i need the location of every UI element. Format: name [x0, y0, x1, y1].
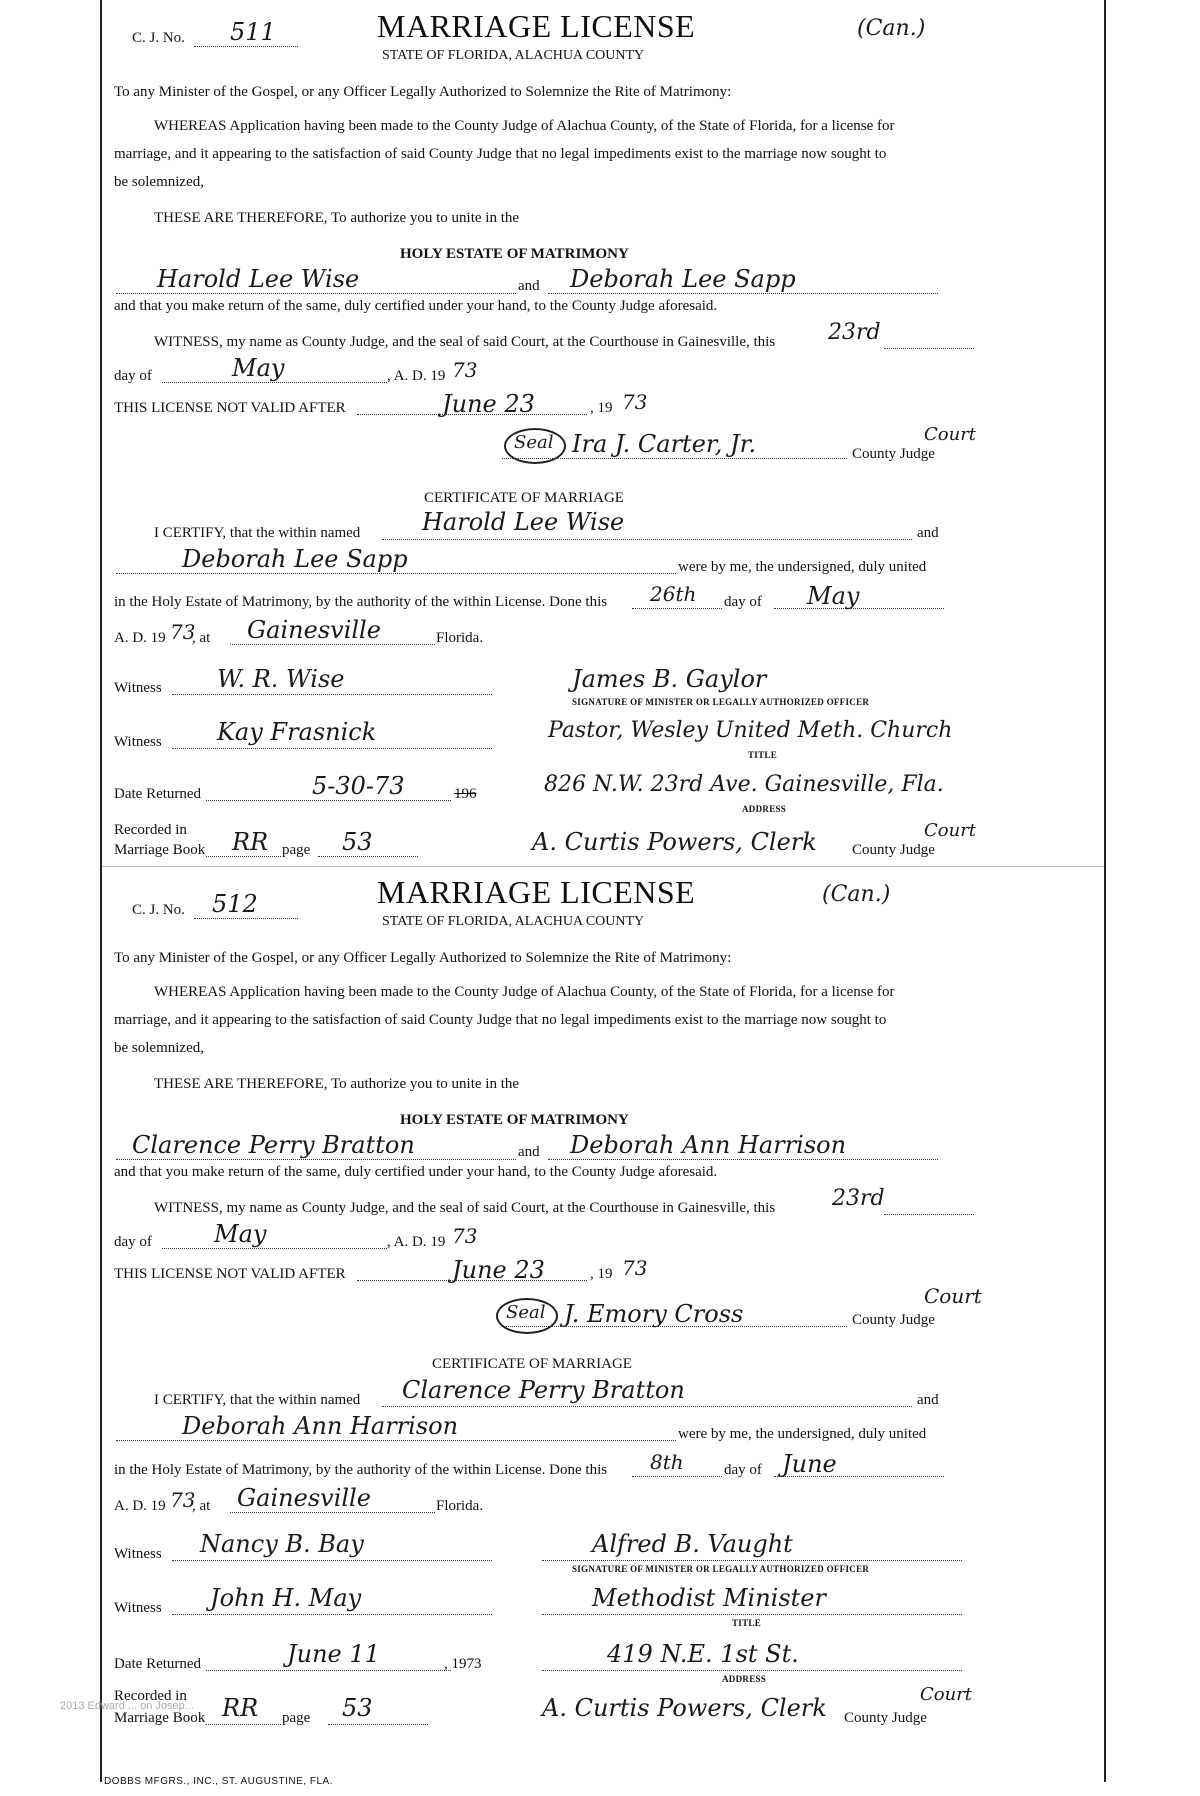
witness-2-signature: Kay Frasnick	[217, 718, 377, 746]
bride-name: Deborah Ann Harrison	[570, 1131, 847, 1159]
day-of-label: day of	[114, 1234, 152, 1250]
seal-mark: Seal	[504, 428, 566, 464]
officer-address: 419 N.E. 1st St.	[607, 1640, 799, 1668]
page-label: page	[282, 1710, 311, 1726]
not-valid-label: THIS LICENSE NOT VALID AFTER	[114, 400, 346, 416]
witness-2-signature: John H. May	[210, 1584, 362, 1612]
cj-number: 511	[230, 18, 276, 46]
witness-1-label: Witness	[114, 680, 162, 696]
county-judge-label: County Judge	[852, 446, 935, 462]
address-caption: ADDRESS	[742, 804, 787, 814]
issue-day: 23rd	[832, 1186, 885, 1211]
done-day-of: day of	[724, 1462, 762, 1478]
expiry-year-label: , 19	[590, 400, 613, 416]
officer-title: Pastor, Wesley United Meth. Church	[548, 718, 953, 743]
to-line: To any Minister of the Gospel, or any Officer Legally Authorized to Solemnize the Rite of Matrimony:	[114, 84, 732, 100]
cert-and: and	[917, 1392, 939, 1408]
place: Gainesville	[237, 1484, 371, 1512]
united-label: were by me, the undersigned, duly united	[678, 1426, 927, 1442]
expiry-year: 73	[622, 1256, 648, 1280]
judge-signature: J. Emory Cross	[564, 1300, 744, 1328]
issue-year: 73	[452, 358, 478, 382]
expiry-year-label: , 19	[590, 1266, 613, 1282]
seal-mark: Seal	[496, 1298, 558, 1334]
clerk-signature: A. Curtis Powers, Clerk	[542, 1694, 827, 1722]
certify-label: I CERTIFY, that the within named	[154, 525, 361, 541]
and-word: and	[518, 278, 540, 294]
witness-line: WITNESS, my name as County Judge, and the seal of said Court, at the Courthouse in Gainesville, this	[154, 1200, 776, 1216]
cert-groom-name: Harold Lee Wise	[422, 508, 625, 536]
officer-signature: Alfred B. Vaught	[592, 1530, 793, 1558]
license-subtitle: STATE OF FLORIDA, ALACHUA COUNTY	[382, 48, 645, 63]
groom-name: Harold Lee Wise	[157, 265, 360, 293]
ad-label: , A. D. 19	[387, 1234, 446, 1250]
done-year: 73	[170, 1488, 196, 1512]
return-line: and that you make return of the same, duly certified under your hand, to the County Judge aforesaid.	[114, 298, 718, 314]
united-label: were by me, the undersigned, duly united	[678, 559, 927, 575]
recorded-label: Recorded in	[114, 822, 187, 838]
book-value: RR	[232, 828, 269, 856]
signature-caption: SIGNATURE OF MINISTER OR LEGALLY AUTHORIZED OFFICER	[572, 1564, 870, 1574]
cj-label: C. J. No.	[132, 30, 185, 46]
judge-correction: Court	[924, 424, 977, 445]
not-valid-label: THIS LICENSE NOT VALID AFTER	[114, 1266, 346, 1282]
page-value: 53	[342, 828, 373, 856]
officer-title: Methodist Minister	[592, 1584, 826, 1612]
marriage-book-label: Marriage Book	[114, 842, 206, 858]
date-returned-label: Date Returned	[114, 786, 202, 802]
officer-address: 826 N.W. 23rd Ave. Gainesville, Fla.	[544, 772, 944, 797]
officer-signature: James B. Gaylor	[572, 665, 767, 693]
holy-estate-line: in the Holy Estate of Matrimony, by the authority of the within License. Done this	[114, 1462, 608, 1478]
title-caption: TITLE	[748, 750, 778, 760]
witness-1-label: Witness	[114, 1546, 162, 1562]
ad-label: , A. D. 19	[387, 368, 446, 384]
clerk-county-label: County Judge	[844, 1710, 927, 1726]
issue-month: May	[214, 1220, 267, 1248]
done-day-of: day of	[724, 594, 762, 610]
certificate-title: CERTIFICATE OF MARRIAGE	[432, 1356, 632, 1372]
groom-name: Clarence Perry Bratton	[132, 1131, 415, 1159]
holy-estate-line: in the Holy Estate of Matrimony, by the authority of the within License. Done this	[114, 594, 608, 610]
signature-caption: SIGNATURE OF MINISTER OR LEGALLY AUTHORIZED OFFICER	[572, 697, 870, 707]
corner-note: (Can.)	[857, 16, 926, 41]
whereas-line-3: be solemnized,	[114, 174, 204, 190]
whereas-line-2: marriage, and it appearing to the satisfaction of said County Judge that no legal impediments exist to the marriage now sought to	[114, 146, 887, 162]
date-returned: 5-30-73	[312, 772, 405, 800]
clerk-correction: Court	[920, 1684, 973, 1705]
to-line: To any Minister of the Gospel, or any Officer Legally Authorized to Solemnize the Rite of Matrimony:	[114, 950, 732, 966]
cert-bride-name: Deborah Lee Sapp	[182, 545, 408, 573]
clerk-correction: Court	[924, 820, 977, 841]
these-are-line: THESE ARE THEREFORE, To authorize you to unite in the	[154, 210, 520, 226]
done-day: 26th	[650, 582, 697, 606]
date-returned-suffix: 196	[454, 786, 477, 802]
marriage-license-512	[102, 868, 1104, 1768]
certify-label: I CERTIFY, that the within named	[154, 1392, 361, 1408]
issue-month: May	[232, 354, 285, 382]
whereas-line-3: be solemnized,	[114, 1040, 204, 1056]
witness-2-label: Witness	[114, 734, 162, 750]
date-returned-label: Date Returned	[114, 1656, 202, 1672]
place: Gainesville	[247, 616, 381, 644]
marriage-book-label: Marriage Book	[114, 1710, 206, 1726]
ad2-label: A. D. 19	[114, 1498, 166, 1514]
these-are-line: THESE ARE THEREFORE, To authorize you to unite in the	[154, 1076, 520, 1092]
license-divider	[102, 866, 1104, 867]
address-caption: ADDRESS	[722, 1674, 767, 1684]
bride-name: Deborah Lee Sapp	[570, 265, 796, 293]
holy-estate-heading: HOLY ESTATE OF MATRIMONY	[400, 246, 629, 262]
license-title: MARRIAGE LICENSE	[377, 8, 696, 44]
florida-label: Florida.	[436, 1498, 484, 1514]
book-value: RR	[222, 1694, 259, 1722]
page-value: 53	[342, 1694, 373, 1722]
title-caption: TITLE	[732, 1618, 762, 1628]
and-word: and	[518, 1144, 540, 1160]
done-day: 8th	[650, 1450, 684, 1474]
certificate-title: CERTIFICATE OF MARRIAGE	[424, 490, 624, 506]
expiry-month-day: June 23	[442, 390, 535, 418]
witness-2-label: Witness	[114, 1600, 162, 1616]
whereas-line-1: WHEREAS Application having been made to the County Judge of Alachua County, of the State of Florida, for a license for	[154, 984, 895, 1000]
witness-line: WITNESS, my name as County Judge, and the seal of said Court, at the Courthouse in Gainesville, this	[154, 334, 776, 350]
clerk-signature: A. Curtis Powers, Clerk	[532, 828, 817, 856]
done-year: 73	[170, 620, 196, 644]
county-judge-label: County Judge	[852, 1312, 935, 1328]
cert-and: and	[917, 525, 939, 541]
corner-note: (Can.)	[822, 882, 891, 907]
cj-label: C. J. No.	[132, 902, 185, 918]
ad2-label: A. D. 19	[114, 630, 166, 646]
done-month: June	[782, 1450, 837, 1478]
recorded-label: Recorded in	[114, 1688, 187, 1704]
expiry-month-day: June 23	[452, 1256, 545, 1284]
document-sheet	[100, 0, 1106, 1782]
license-title: MARRIAGE LICENSE	[377, 874, 696, 910]
watermark: 2013 Edward ... on Josep...	[60, 1700, 194, 1712]
issue-day: 23rd	[828, 320, 881, 345]
issue-year: 73	[452, 1224, 478, 1248]
at-label: , at	[192, 630, 211, 646]
cert-groom-name: Clarence Perry Bratton	[402, 1376, 685, 1404]
cert-bride-name: Deborah Ann Harrison	[182, 1412, 459, 1440]
witness-1-signature: Nancy B. Bay	[200, 1530, 364, 1558]
license-subtitle: STATE OF FLORIDA, ALACHUA COUNTY	[382, 914, 645, 929]
date-returned-suffix: , 1973	[444, 1656, 482, 1672]
whereas-line-1: WHEREAS Application having been made to the County Judge of Alachua County, of the State of Florida, for a license for	[154, 118, 895, 134]
printer-footer: DOBBS MFGRS., INC., ST. AUGUSTINE, FLA.	[104, 1776, 333, 1787]
florida-label: Florida.	[436, 630, 484, 646]
expiry-year: 73	[622, 390, 648, 414]
day-of-label: day of	[114, 368, 152, 384]
whereas-line-2: marriage, and it appearing to the satisfaction of said County Judge that no legal impediments exist to the marriage now sought to	[114, 1012, 887, 1028]
judge-correction: Court	[924, 1284, 982, 1308]
holy-estate-heading: HOLY ESTATE OF MATRIMONY	[400, 1112, 629, 1128]
return-line: and that you make return of the same, duly certified under your hand, to the County Judge aforesaid.	[114, 1164, 718, 1180]
clerk-county-label: County Judge	[852, 842, 935, 858]
witness-1-signature: W. R. Wise	[217, 665, 345, 693]
marriage-license-511	[102, 0, 1104, 868]
judge-signature: Ira J. Carter, Jr.	[572, 430, 757, 458]
at-label: , at	[192, 1498, 211, 1514]
page-label: page	[282, 842, 311, 858]
date-returned: June 11	[287, 1640, 380, 1668]
done-month: May	[807, 582, 860, 610]
cj-number: 512	[212, 890, 258, 918]
